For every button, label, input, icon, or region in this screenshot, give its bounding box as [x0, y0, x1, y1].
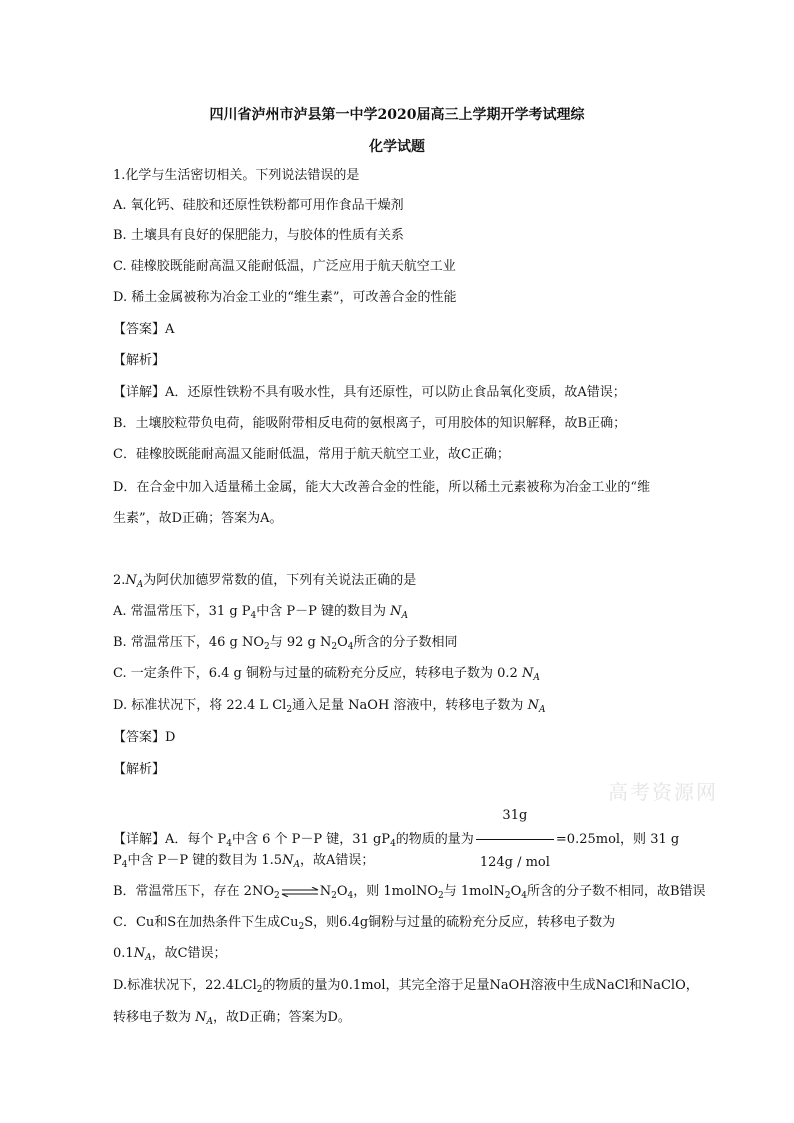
q1-option-c: C. 硅橡胶既能耐高温又能耐低温，广泛应用于航天航空工业 — [113, 259, 456, 274]
q2-option-a: A. 常温常压下，31 g $P_4$中含 P－P 键的数目为 $N_A$ — [113, 604, 409, 621]
q1-detail-b: B．土壤胶粒带负电荷，能吸附带相反电荷的氨根离子，可用胶体的知识解释，故B正确； — [113, 416, 627, 431]
document-title: 四川省泸州市泸县第一中学2020届高三上学期开学考试理综 — [209, 107, 585, 123]
q2-option-b: B. 常温常压下，46 g $NO_2$与 92 g $N_2O_4$所含的分子数相同 — [113, 635, 458, 652]
q2-option-c: C. 一定条件下，6.4 g 铜粉与过量的硫粉充分反应，转移电子数为 0.2 $N_A$ — [113, 666, 540, 683]
q1-option-a: A. 氧化钙、硅胶和还原性铁粉都可用作食品干燥剂 — [113, 198, 404, 213]
q2-stem: $2.N_A$为阿伏加德罗常数的值，下列有关说法正确的是 — [113, 573, 417, 590]
q1-stem: 1.化学与生活密切相关。下列说法错误的是 — [113, 168, 360, 183]
q1-detail-c: C．硅橡胶既能耐高温又能耐低温，常用于航天航空工业，故C正确； — [113, 447, 510, 462]
document-subtitle: 化学试题 — [369, 139, 425, 155]
q1-detail-d-line2: 生素”，故D正确；答案为A。 — [113, 511, 283, 526]
q2-detail-d-line1: D.标准状况下，22.4LCl$_2$的物质的量为0.1mol，其完全溶于足量NaOH溶液中生成NaCl和NaClO， — [113, 978, 699, 995]
q2-detail-d-line2: 转移电子数为 $N_A$，故D正确；答案为D。 — [113, 1010, 351, 1027]
q1-option-d: D. 稀土金属被称为冶金工业的“维生素”，可改善合金的性能 — [113, 290, 457, 305]
q1-answer: 【答案】A — [113, 322, 175, 337]
molar-fraction: $\frac{31g}{\text{124g / mol}}$ — [476, 795, 554, 884]
q2-detail-a-line2: $P_4$中含 P－P 键的数目为 $1.5N_A$，故A错误； — [113, 853, 375, 870]
q1-detail-d-line1: D．在合金中加入适量稀土金属，能大大改善合金的性能，所以稀土元素被称为冶金工业的“维 — [113, 480, 651, 495]
q1-analysis-label: 【解析】 — [113, 353, 166, 368]
q2-detail-c-line1: C．Cu和S在加热条件下生成$Cu_2S$，则6.4g铜粉与过量的硫粉充分反应，转移电子数为 — [113, 915, 616, 932]
q2-detail-a-line1: 【详解】A．每个 $P_4$中含 6 个 P－P 键，31 $gP_4$的物质的量为 $\frac{31g}{\text{124g / mol}}$ =0.25mol，则 31 g — [113, 795, 679, 884]
q1-detail-a: 【详解】A．还原性铁粉不具有吸水性，具有还原性，可以防止食品氧化变质，故A错误； — [113, 385, 626, 400]
q2-answer: 【答案】D — [113, 730, 176, 745]
q2-detail-b: B．常温常压下，存在 $2NO_2$ $N_2O_4$，则 1molNO$_2$与 $1molN_2O_4$所含的分子数不相同，故B错误 — [113, 884, 706, 901]
q1-option-b: B. 土壤具有良好的保肥能力，与胶体的性质有关系 — [113, 228, 404, 243]
equilibrium-arrow-icon — [280, 887, 320, 897]
q2-analysis-label: 【解析】 — [113, 762, 166, 777]
q2-detail-c-line2: $0.1N_A$，故C错误； — [113, 946, 227, 963]
q2-option-d: D. 标准状况下，将 22.4 L $Cl_2$通入足量 NaOH 溶液中，转移电子数为 $N_A$ — [113, 698, 546, 715]
watermark: 高考资源网 — [608, 780, 718, 804]
